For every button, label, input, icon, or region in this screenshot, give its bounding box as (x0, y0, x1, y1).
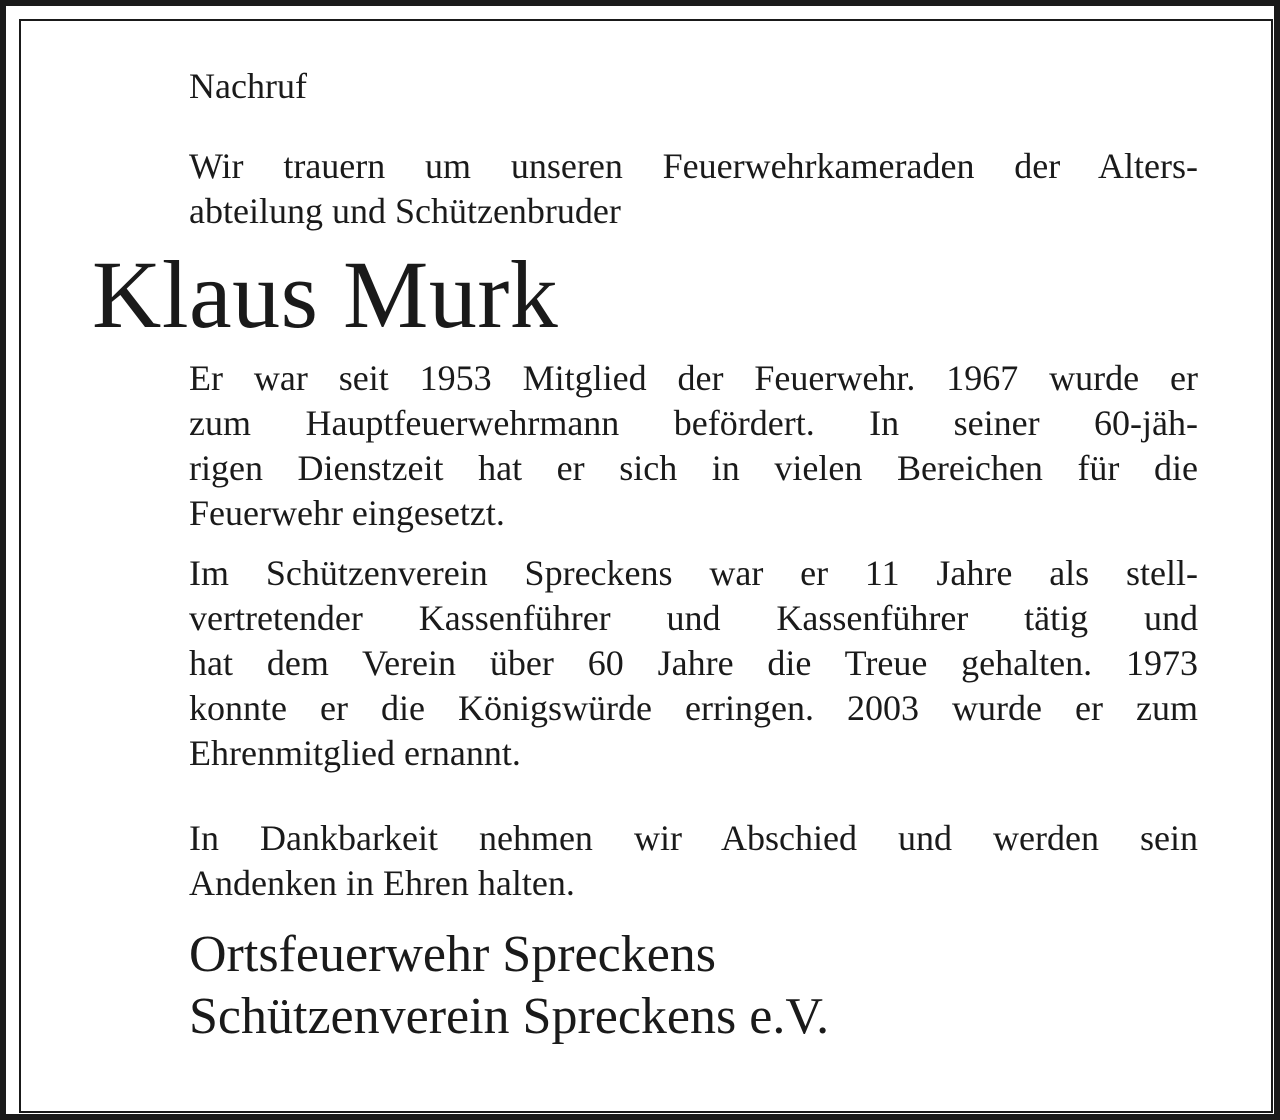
paragraph-line: vertretender Kassenführer und Kassenführer tätig und (189, 598, 1198, 638)
deceased-name: Klaus Murk (92, 241, 559, 348)
membership-paragraph (189, 356, 1198, 536)
paragraph-line: konnte er die Königswürde erringen. 2003 wurde er zum (189, 688, 1198, 728)
intro-line: Wir trauern um unseren Feuerwehrkameraden der Alters- (189, 146, 1198, 186)
intro-line: abteilung und Schützenbruder (189, 191, 621, 231)
paragraph-line: In Dankbarkeit nehmen wir Abschied und werden sein (189, 818, 1198, 858)
closing-paragraph (189, 816, 1198, 906)
signatories (189, 924, 829, 1048)
paragraph-line: Andenken in Ehren halten. (189, 863, 575, 903)
signatory-shooting-club: Schützenverein Spreckens e.V. (189, 988, 830, 1045)
paragraph-line: zum Hauptfeuerwehrmann befördert. In seiner 60-jäh- (189, 403, 1198, 443)
paragraph-line: rigen Dienstzeit hat er sich in vielen Bereichen für die (189, 448, 1198, 488)
paragraph-line: Er war seit 1953 Mitglied der Feuerwehr. 1967 wurde er (189, 358, 1198, 398)
paragraph-line: Feuerwehr eingesetzt. (189, 493, 505, 533)
paragraph-line: hat dem Verein über 60 Jahre die Treue gehalten. 1973 (189, 643, 1198, 683)
paragraph-line: Ehrenmitglied ernannt. (189, 733, 521, 773)
signatory-fire-brigade: Ortsfeuerwehr Spreckens (189, 926, 717, 983)
paragraph-line: Im Schützenverein Spreckens war er 11 Jahre als stell- (189, 553, 1198, 593)
club-paragraph (189, 551, 1198, 776)
notice-heading: Nachruf (189, 66, 307, 106)
intro-text (189, 144, 1198, 234)
